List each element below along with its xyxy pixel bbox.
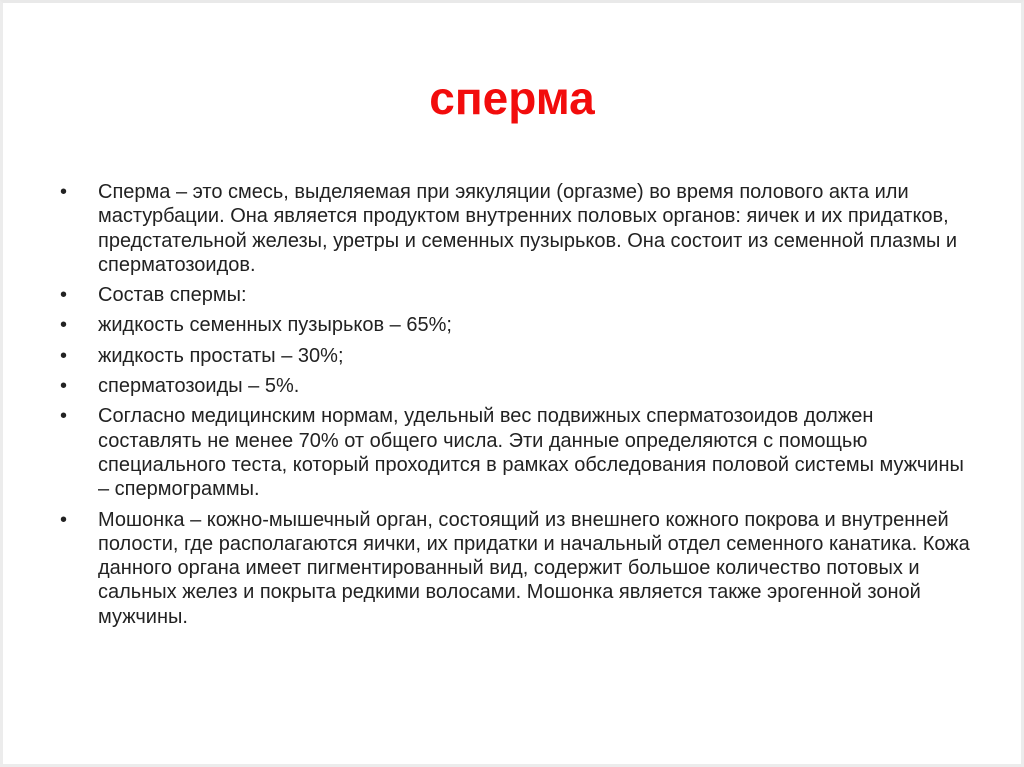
bullet-icon: •: [60, 405, 68, 428]
bullet-list: [60, 180, 970, 635]
bullet-item: [60, 313, 970, 337]
bullet-item: [60, 374, 970, 398]
bullet-text: Сперма – это смесь, выделяемая при эякуляции (оргазме) во время полового акта или мастурбации. Она является продуктом внутренних половых органов: яичек и их придатков, предстательной железы, уретры и семенных пузырьков. Она состоит из семенной плазмы и сперматозоидов.: [98, 181, 958, 276]
bullet-item: [60, 180, 970, 277]
bullet-text: Состав спермы:: [98, 284, 247, 307]
bullet-text: Мошонка – кожно-мышечный орган, состоящий из внешнего кожного покрова и внутренней полости, где располагаются яички, их придатки и начальный отдел семенного канатика. Кожа данного органа имеет пигментированный вид, содержит большое количество потовых и сальных желез и покрыта редкими волосами. Мошонка является также эрогенной зоной мужчины.: [98, 508, 970, 628]
bullet-text: сперматозоиды – 5%.: [98, 375, 300, 398]
slide-title: сперма: [429, 72, 595, 124]
bullet-icon: •: [60, 508, 68, 531]
bullet-icon: •: [60, 284, 68, 307]
bullet-text: жидкость семенных пузырьков – 65%;: [98, 314, 452, 337]
bullet-item: [60, 404, 970, 501]
bullet-icon: •: [60, 181, 68, 203]
bullet-icon: •: [60, 375, 68, 398]
bullet-item: [60, 283, 970, 307]
bullet-item: [60, 344, 970, 368]
bullet-text: Согласно медицинским нормам, удельный вес подвижных сперматозоидов должен составлять не менее 70% от общего числа. Эти данные определяются с помощью специального теста, который проходится в рамках обследования половой системы мужчины – спермограммы.: [98, 405, 964, 501]
bullet-item: [60, 508, 970, 629]
bullet-icon: •: [60, 344, 68, 367]
bullet-icon: •: [60, 314, 68, 337]
bullet-text: жидкость простаты – 30%;: [98, 344, 344, 367]
